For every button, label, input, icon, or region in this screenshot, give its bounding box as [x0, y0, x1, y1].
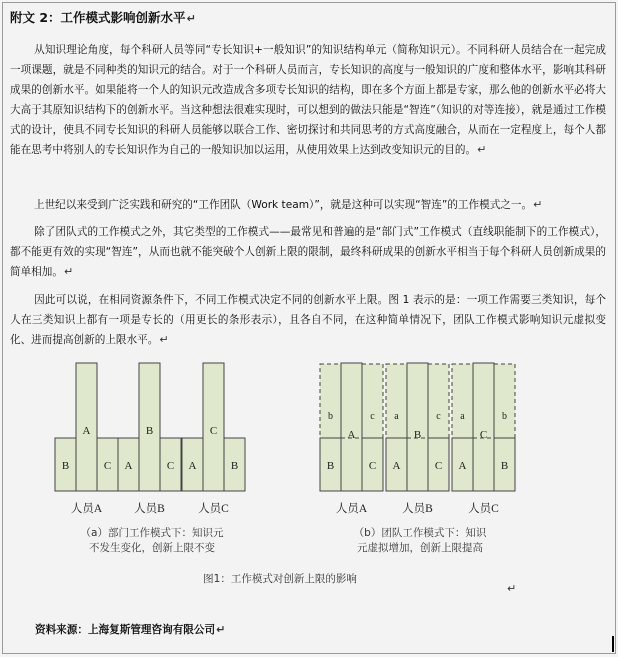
bar-label: B — [413, 429, 422, 441]
figure-title: 图1：工作模式对创新上限的影响 — [203, 573, 357, 585]
paragraph-mark-icon: ↵ — [216, 623, 226, 636]
bar-label: C — [166, 460, 175, 472]
person-label: 人员C — [198, 503, 229, 515]
bar-label: B — [230, 460, 239, 472]
paragraph-2[interactable]: 上世纪以来受到广泛实践和研究的“工作团队（Work team）”，就是这种可以实现“智连”的工作模式之一。↵ — [34, 198, 543, 211]
paragraph-3[interactable]: 除了团队式的工作模式之外，其它类型的工作模式——最常见和普遍的是“部门式”工作模式（直线职能制下的工作模式），都不能更有效的实现“智连”，从而也就不能突破个人创新上限的限制，最终科研成果的创新水平相当于每个科研人员创新成果的简单相加。↵ — [10, 226, 606, 278]
bar-label: A — [124, 460, 133, 472]
bar-tall — [341, 363, 362, 491]
caption-a: （a）部门工作模式下：知识元 不发生变化，创新上限不变 — [80, 527, 224, 554]
bar-label: B — [326, 460, 335, 472]
caption-b: （b）团队工作模式下：知识 元虚拟增加，创新上限提高 — [353, 527, 487, 554]
bar-label: B — [61, 460, 70, 472]
bar-virtual-right — [362, 364, 383, 438]
bar-label: A — [188, 460, 197, 472]
paragraph-mark-icon: ↵ — [186, 12, 196, 25]
bar-label: a — [394, 411, 399, 422]
bar-label: C — [209, 425, 218, 437]
person-label: 人员B — [402, 503, 433, 515]
bar-label: b — [328, 411, 333, 422]
bar-label: b — [502, 411, 507, 422]
text-cursor — [612, 636, 614, 652]
paragraph-mark-icon: ↵ — [477, 143, 487, 156]
bar-label: c — [436, 411, 441, 422]
bar-label: A — [82, 425, 91, 437]
person-label: 人员A — [70, 503, 103, 515]
person-label: 人员C — [468, 503, 499, 515]
bar-label: A — [458, 460, 467, 472]
person-label: 人员A — [335, 503, 368, 515]
bar-tall — [407, 363, 428, 491]
bar-virtual-left — [386, 364, 407, 438]
bar-label: C — [103, 460, 112, 472]
bar-label: B — [500, 460, 509, 472]
bar-label: C — [368, 460, 377, 472]
paragraph-mark-icon: ↵ — [533, 198, 543, 211]
bar-virtual-left — [452, 364, 473, 438]
paragraph-mark-icon: ↵ — [63, 265, 74, 278]
paragraph-1[interactable]: 从知识理论角度，每个科研人员等同“专长知识+一般知识”的知识结构单元（简称知识元）。不同科研人员结合在一起完成一项课题，就是不同种类的知识元的结合。对于一个科研人员而言，专长知识的高度与一般知识的广度和整体水平，影响其科研成果的创新水平。如果能将一个人的知识元改造成含多项专长知识的结构，即在多个方面上都是专家，那么他的创新水平必将大大高于其原知识结构下的创新水平。当这种想法很难实现时，可以想到的做法只能是“智连”（知识的对等连接），就是通过工作模式的设计，使具不同专长知识的科研人员能够以联合工作、密切探讨和共同思考的方式高度融合，从而在一定程度上，每个人都能在思考中将别人的专长知识作为自己的一般知识加以运用，从使用效果上达到改变知识元的目的。↵ — [10, 44, 606, 156]
bar-label: A — [392, 460, 401, 472]
figure-diagram — [0, 356, 618, 596]
source-line: 资料来源：上海复斯管理咨询有限公司↵ — [35, 623, 226, 636]
paragraph-mark-icon: ↵ — [159, 333, 169, 346]
bar-label: C — [434, 460, 443, 472]
bar-virtual-right — [494, 364, 515, 438]
bar-tall — [473, 363, 494, 491]
bar-virtual-left — [320, 364, 341, 438]
bar-label: A — [347, 429, 356, 441]
document-title: 附文 2：工作模式影响创新水平↵ — [10, 10, 196, 25]
bar-label: a — [460, 411, 465, 422]
bar-label: C — [479, 429, 488, 441]
person-label: 人员B — [134, 503, 165, 515]
bar-label: c — [370, 411, 375, 422]
paragraph-mark-icon: ↵ — [507, 582, 517, 595]
paragraph-4[interactable]: 因此可以说，在相同资源条件下，不同工作模式决定不同的创新水平上限。图 1 表示的是：一项工作需要三类知识，每个人在三类知识上都有一项是专长的（用更长的条形表示），且各自不同，在这种简单情况下，团队工作模式影响知识元虚拟变化、进而提高创新的上限水平。↵ — [10, 294, 606, 346]
bar-virtual-right — [428, 364, 449, 438]
bar-label: B — [145, 425, 154, 437]
